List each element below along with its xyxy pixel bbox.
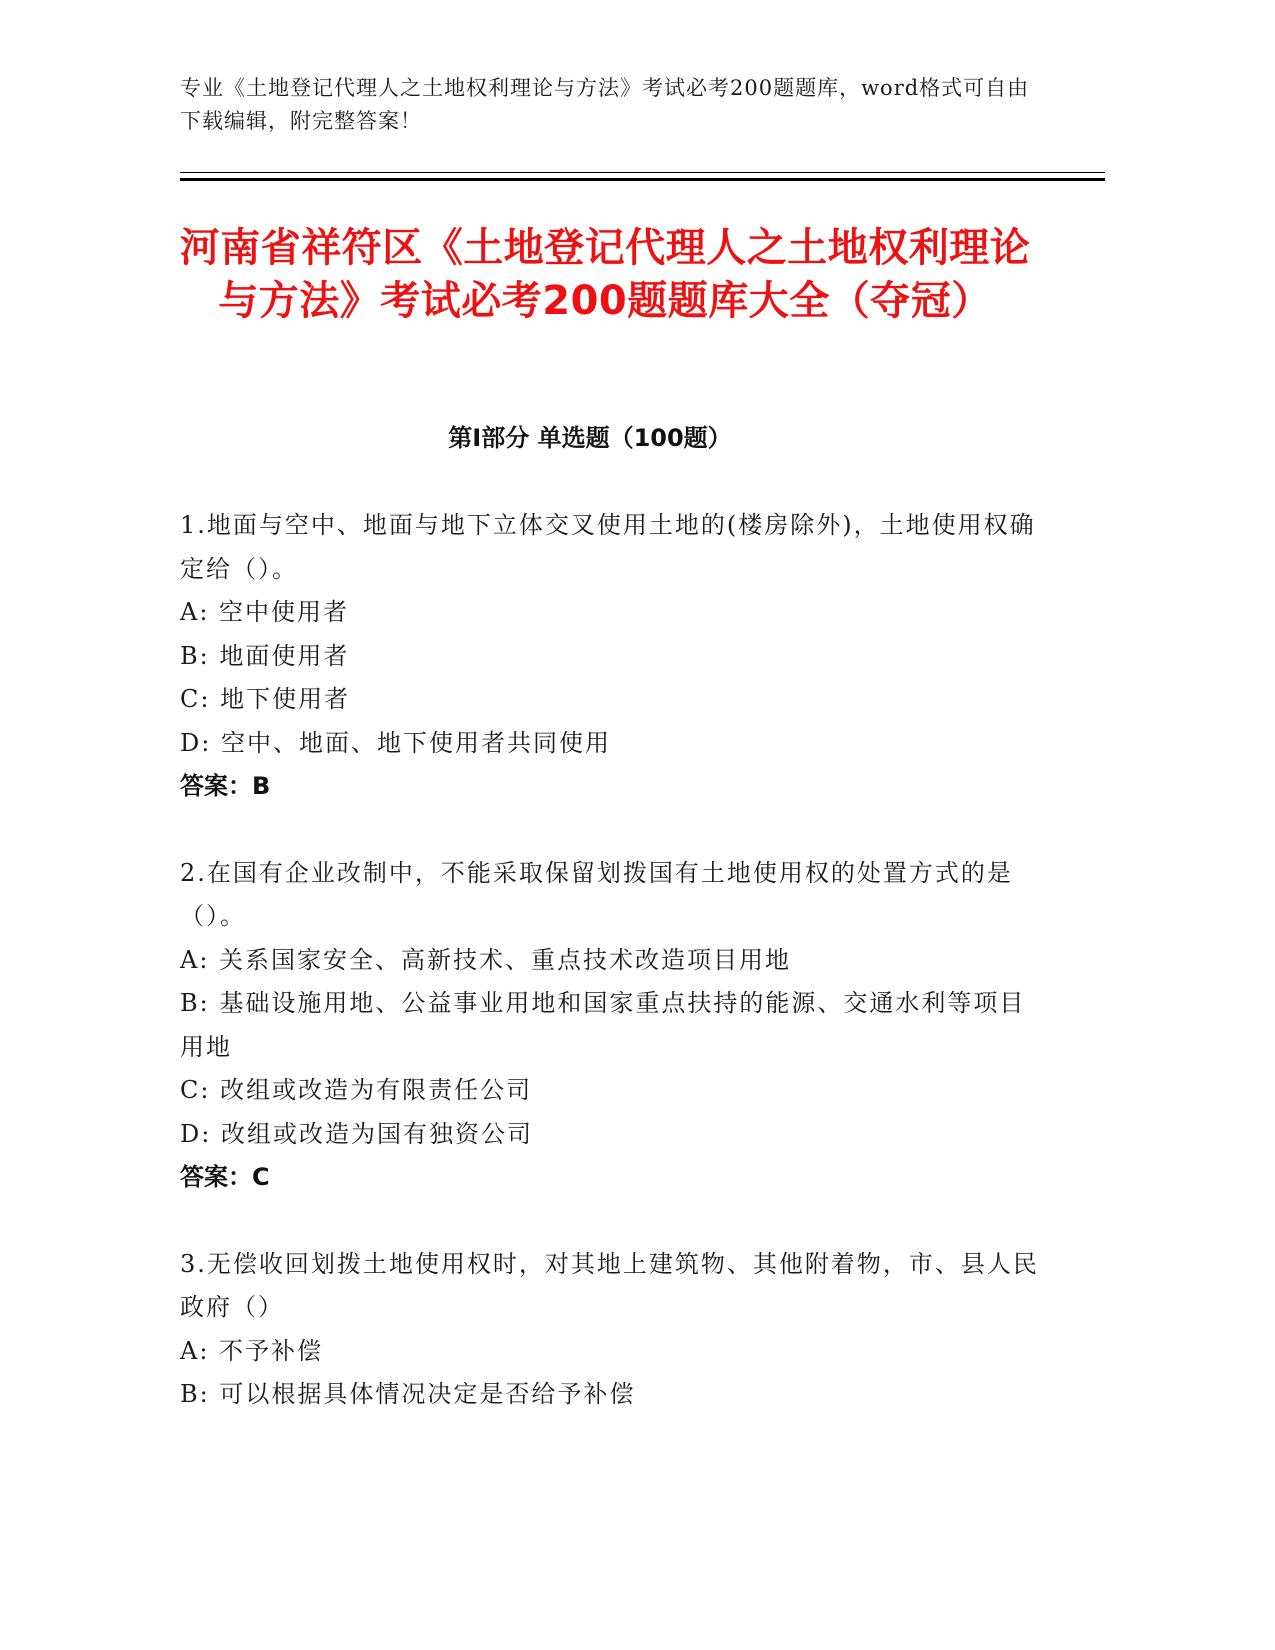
option-a: A: 关系国家安全、高新技术、重点技术改造项目用地 — [180, 945, 792, 974]
question-text: 3.无偿收回划拨土地使用权时，对其地上建筑物、其他附着物，市、县人民政府（） — [180, 1249, 1039, 1321]
section-heading: 第I部分 单选题（100题） — [448, 424, 732, 452]
header-divider-thin — [180, 172, 1105, 173]
document-title: 河南省祥符区《土地登记代理人之土地权利理论与方法》考试必考200题题库大全（夺冠） — [179, 225, 1031, 324]
option-c: C: 地下使用者 — [180, 685, 351, 713]
option-c: C: 改组或改造为有限责任公司 — [180, 1076, 533, 1104]
question-list — [180, 504, 1040, 1460]
question-item — [180, 852, 1040, 1200]
header-divider-thick — [180, 178, 1105, 181]
question-item — [180, 504, 1040, 809]
option-a: A: 不予补偿 — [180, 1336, 324, 1365]
option-b: B: 可以根据具体情况决定是否给予补偿 — [180, 1380, 636, 1408]
option-b: B: 基础设施用地、公益事业用地和国家重点扶持的能源、交通水利等项目用地 — [180, 989, 1026, 1061]
question-text: 2.在国有企业改制中，不能采取保留划拨国有土地使用权的处置方式的是（）。 — [180, 858, 1013, 930]
option-a: A: 空中使用者 — [180, 598, 350, 626]
option-d: D: 空中、地面、地下使用者共同使用 — [180, 728, 611, 757]
question-item — [180, 1243, 1040, 1417]
answer-line: 答案：C — [180, 1163, 270, 1191]
option-d: D: 改组或改造为国有独资公司 — [180, 1119, 533, 1148]
header-note: 专业《土地登记代理人之土地权利理论与方法》考试必考200题题库，word格式可自由下载编辑，附完整答案！ — [180, 76, 1030, 133]
option-b: B: 地面使用者 — [180, 641, 350, 670]
question-text: 1.地面与空中、地面与地下立体交叉使用土地的(楼房除外)，土地使用权确定给（）。 — [180, 511, 1036, 583]
answer-line: 答案：B — [180, 772, 271, 800]
